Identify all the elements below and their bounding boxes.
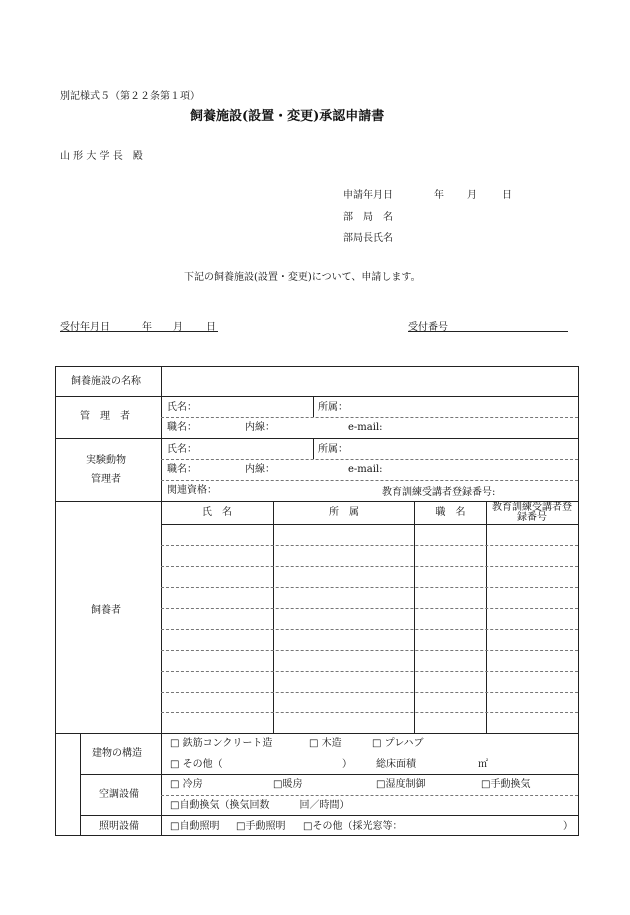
receipt-year: 年 <box>142 322 152 333</box>
lighting-option-manual[interactable]: □手動照明 <box>236 821 286 832</box>
building-option-other[interactable]: □ その他（ <box>170 759 223 770</box>
application-date-label: 申請年月日 <box>343 190 393 201</box>
aircon-option-cooling[interactable]: □ 冷房 <box>170 779 203 790</box>
aircon-option-heating[interactable]: □暖房 <box>273 779 303 790</box>
animal-manager-position-label: 職名： <box>167 464 197 475</box>
building-option-wood[interactable]: □ 木造 <box>309 738 342 749</box>
aircon-option-humidity[interactable]: □湿度制御 <box>376 779 426 790</box>
aircon-option-auto-vent[interactable]: □自動換気（換気回数 回／時間） <box>170 800 350 811</box>
application-year: 年 <box>434 190 444 201</box>
department-head-label: 部局長氏名 <box>343 233 393 244</box>
manager-extension-label: 内線： <box>245 422 275 433</box>
manager-email-label: e-mail: <box>348 422 383 433</box>
animal-manager-email-label: e-mail: <box>348 464 383 475</box>
lighting-option-auto[interactable]: □自動照明 <box>170 821 220 832</box>
qualification-label: 関連資格： <box>167 485 217 496</box>
lighting-close: ） <box>563 821 573 832</box>
keeper-label: 飼養者 <box>91 605 121 616</box>
building-option-prefab[interactable]: □ プレハブ <box>372 738 424 749</box>
animal-manager-label-1: 実験動物 <box>86 455 126 466</box>
keeper-header-training-number: 教育訓練受講者登録番号 <box>492 502 572 523</box>
manager-position-label: 職名： <box>167 422 197 433</box>
facility-name-input[interactable] <box>163 368 575 395</box>
department-label: 部 局 名 <box>343 212 393 223</box>
lighting-option-other[interactable]: □その他（採光窓等： <box>303 821 403 832</box>
keeper-header-name: 氏 名 <box>202 507 232 518</box>
receipt-day: 日 <box>206 322 216 333</box>
aircon-label: 空調設備 <box>99 789 139 800</box>
application-month: 月 <box>467 190 477 201</box>
keeper-header-affiliation: 所 属 <box>329 507 359 518</box>
form-reference: 別記様式５（第２２条第１項） <box>60 91 200 102</box>
receipt-number-label: 受付番号 <box>408 322 448 333</box>
animal-manager-extension-label: 内線： <box>245 464 275 475</box>
receipt-date-field[interactable] <box>60 318 218 332</box>
animal-manager-label-2: 管理者 <box>91 474 121 485</box>
facility-name-label: 飼養施設の名称 <box>71 376 141 387</box>
manager-name-label: 氏名： <box>167 402 197 413</box>
receipt-date-label: 受付年月日 <box>60 322 110 333</box>
building-structure-label: 建物の構造 <box>92 748 142 759</box>
addressee: 山 形 大 学 長 殿 <box>60 151 143 162</box>
aircon-option-manual-vent[interactable]: □手動換気 <box>481 779 531 790</box>
floor-area-label: 総床面積 <box>376 759 416 770</box>
receipt-month: 月 <box>173 322 183 333</box>
manager-affiliation-label: 所属： <box>318 402 348 413</box>
animal-manager-affiliation-label: 所属： <box>318 444 348 455</box>
keeper-header-position: 職 名 <box>435 507 466 518</box>
application-day: 日 <box>502 190 512 201</box>
building-other-close: ） <box>342 759 352 770</box>
training-number-label: 教育訓練受講者登録番号: <box>382 487 496 498</box>
page-title: 飼養施設(設置・変更)承認申請書 <box>190 109 385 124</box>
building-option-rc[interactable]: □ 鉄筋コンクリート造 <box>170 738 273 749</box>
receipt-number-field[interactable] <box>408 318 568 332</box>
request-statement: 下記の飼養施設(設置・変更)について、申請します。 <box>184 272 421 283</box>
animal-manager-name-label: 氏名： <box>167 444 197 455</box>
lighting-label: 照明設備 <box>99 821 139 832</box>
floor-area-unit: ㎡ <box>478 759 488 770</box>
manager-label: 管 理 者 <box>80 411 130 422</box>
